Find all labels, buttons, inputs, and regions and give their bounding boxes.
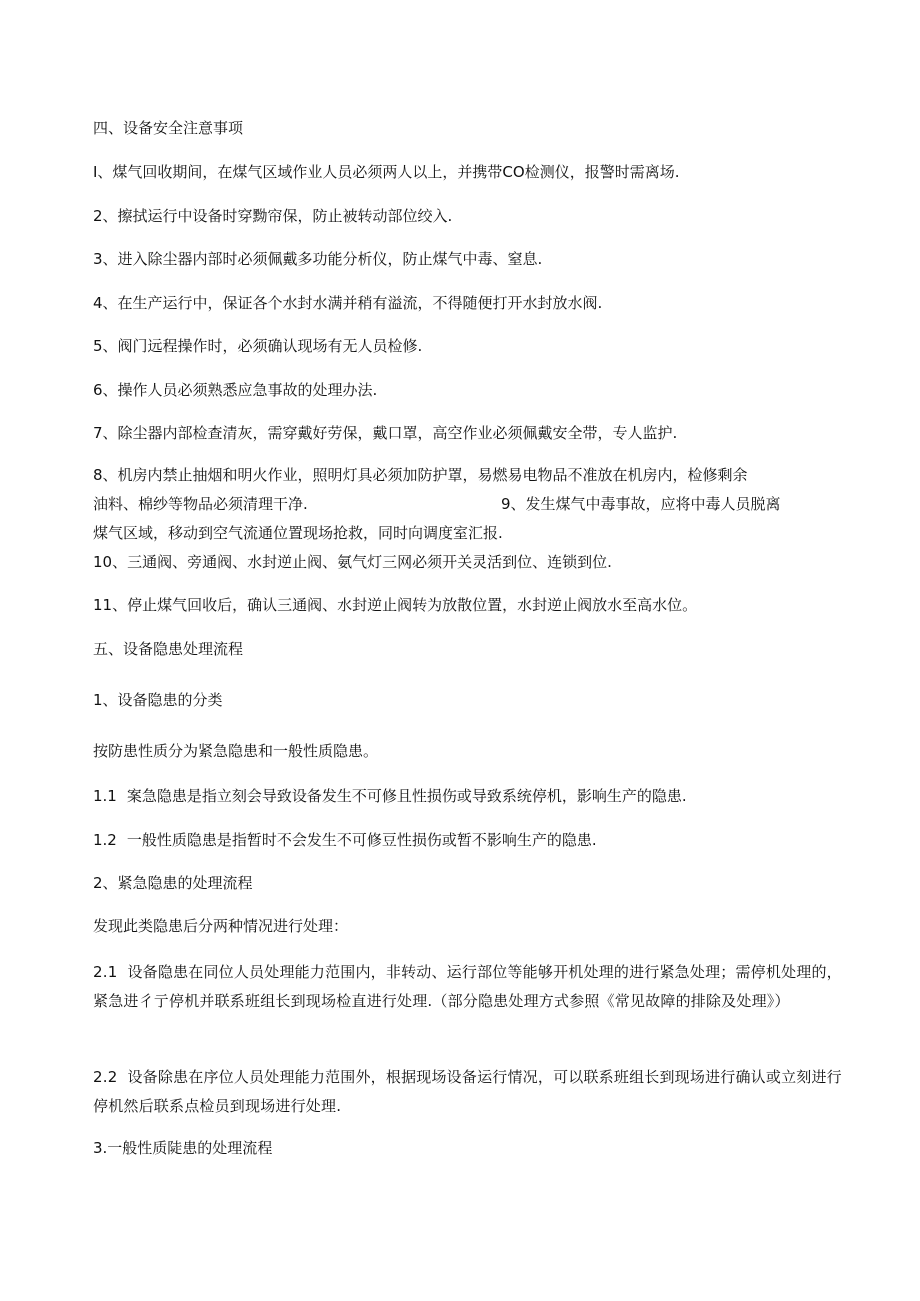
s4-item-2: 2、擦拭运行中设备时穿黝帘保，防止被转动部位绞入. (93, 207, 453, 225)
s4-item-7: 7、除尘器内部检查清灰，需穿戴好劳保，戴口罩，高空作业必须佩戴安全带，专人监护. (93, 424, 678, 442)
s5-1-heading: 1、设备隐患的分类 (93, 691, 223, 709)
s5-2-1-number: 2.1 (93, 963, 118, 981)
s5-2-1-text: 设备隐患在同位人员处理能力范围内，非转动、运行部位等能够开机处理的进行紧急处理；需停机处理的，紧急进彳亍停机并联系班组长到现场检直进行处理.（部分隐患处理方式参照《常见故障的排除及处理》） (93, 963, 842, 1010)
section-4-heading: 四、设备安全注意事项 (93, 119, 244, 137)
s5-2-2-number: 2.2 (93, 1068, 118, 1086)
s5-1-1 (93, 784, 843, 808)
s4-item-8-9-line (93, 492, 843, 516)
s5-3-heading: 3.一般性质陡患的处理流程 (93, 1139, 273, 1157)
s5-1-text: 按防患性质分为紧急隐患和一般性质隐患。 (93, 742, 379, 760)
s5-1-2-number: 1.2 (93, 831, 117, 849)
s5-1-2 (93, 828, 843, 852)
section-5-heading: 五、设备隐患处理流程 (93, 640, 244, 658)
s5-1-2-text: 一般性质隐患是指暂时不会发生不可修豆性损伤或暂不影响生产的隐患. (126, 831, 597, 849)
s5-2-text: 发现此类隐患后分两种情况进行处理： (93, 917, 349, 935)
s4-item-9-line-2: 煤气区域，移动到空气流通位置现场抢救，同时向调度室汇报. (93, 524, 503, 542)
s4-item-10: 10、三通阀、旁通阀、水封逆止阀、氨气灯三网必须开关灵活到位、连锁到位. (93, 553, 612, 571)
s4-item-5: 5、阀门远程操作时，必须确认现场有无人员检修. (93, 337, 423, 355)
s5-2-2-text: 设备除患在序位人员处理能力范围外，根据现场设备运行情况，可以联系班组长到现场进行确认或立刻进行停机然后联系点检员到现场进行处理. (93, 1068, 842, 1115)
s5-2-1 (93, 958, 843, 1016)
s4-item-4: 4、在生产运行中，保证各个水封水满并稍有溢流，不得随便打开水封放水阀. (93, 294, 603, 312)
s5-2-2 (93, 1063, 843, 1121)
s4-item-8-line-1: 8、机房内禁止抽烟和明火作业，照明灯具必须加防护罩，易燃易电物品不准放在机房内，检修剩余 (93, 466, 748, 484)
s5-1-1-number: 1.1 (93, 787, 117, 805)
s4-item-8-line-2: 油料、棉纱等物品必须清理干净. (93, 495, 308, 513)
s4-item-3: 3、进入除尘器内部时必须佩戴多功能分析仪，防止煤气中毒、窒息. (93, 250, 543, 268)
s5-2-heading: 2、紧急隐患的处理流程 (93, 874, 253, 892)
s4-item-11: 11、停止煤气回收后，确认三通阀、水封逆止阀转为放散位置，水封逆止阀放水至高水位。 (93, 596, 698, 614)
s4-item-1: I、煤气回收期间，在煤气区域作业人员必须两人以上，并携带CO检测仪，报警时需离场. (93, 163, 680, 181)
s4-item-6: 6、操作人员必须熟悉应急事故的处理办法. (93, 381, 378, 399)
s4-item-9-line-1: 9、发生煤气中毒事故，应将中毒人员脱离 (501, 495, 781, 513)
s5-1-1-text: 案急隐患是指立刻会导致设备发生不可修且性损伤或导致系统停机，影响生产的隐患. (126, 787, 687, 805)
